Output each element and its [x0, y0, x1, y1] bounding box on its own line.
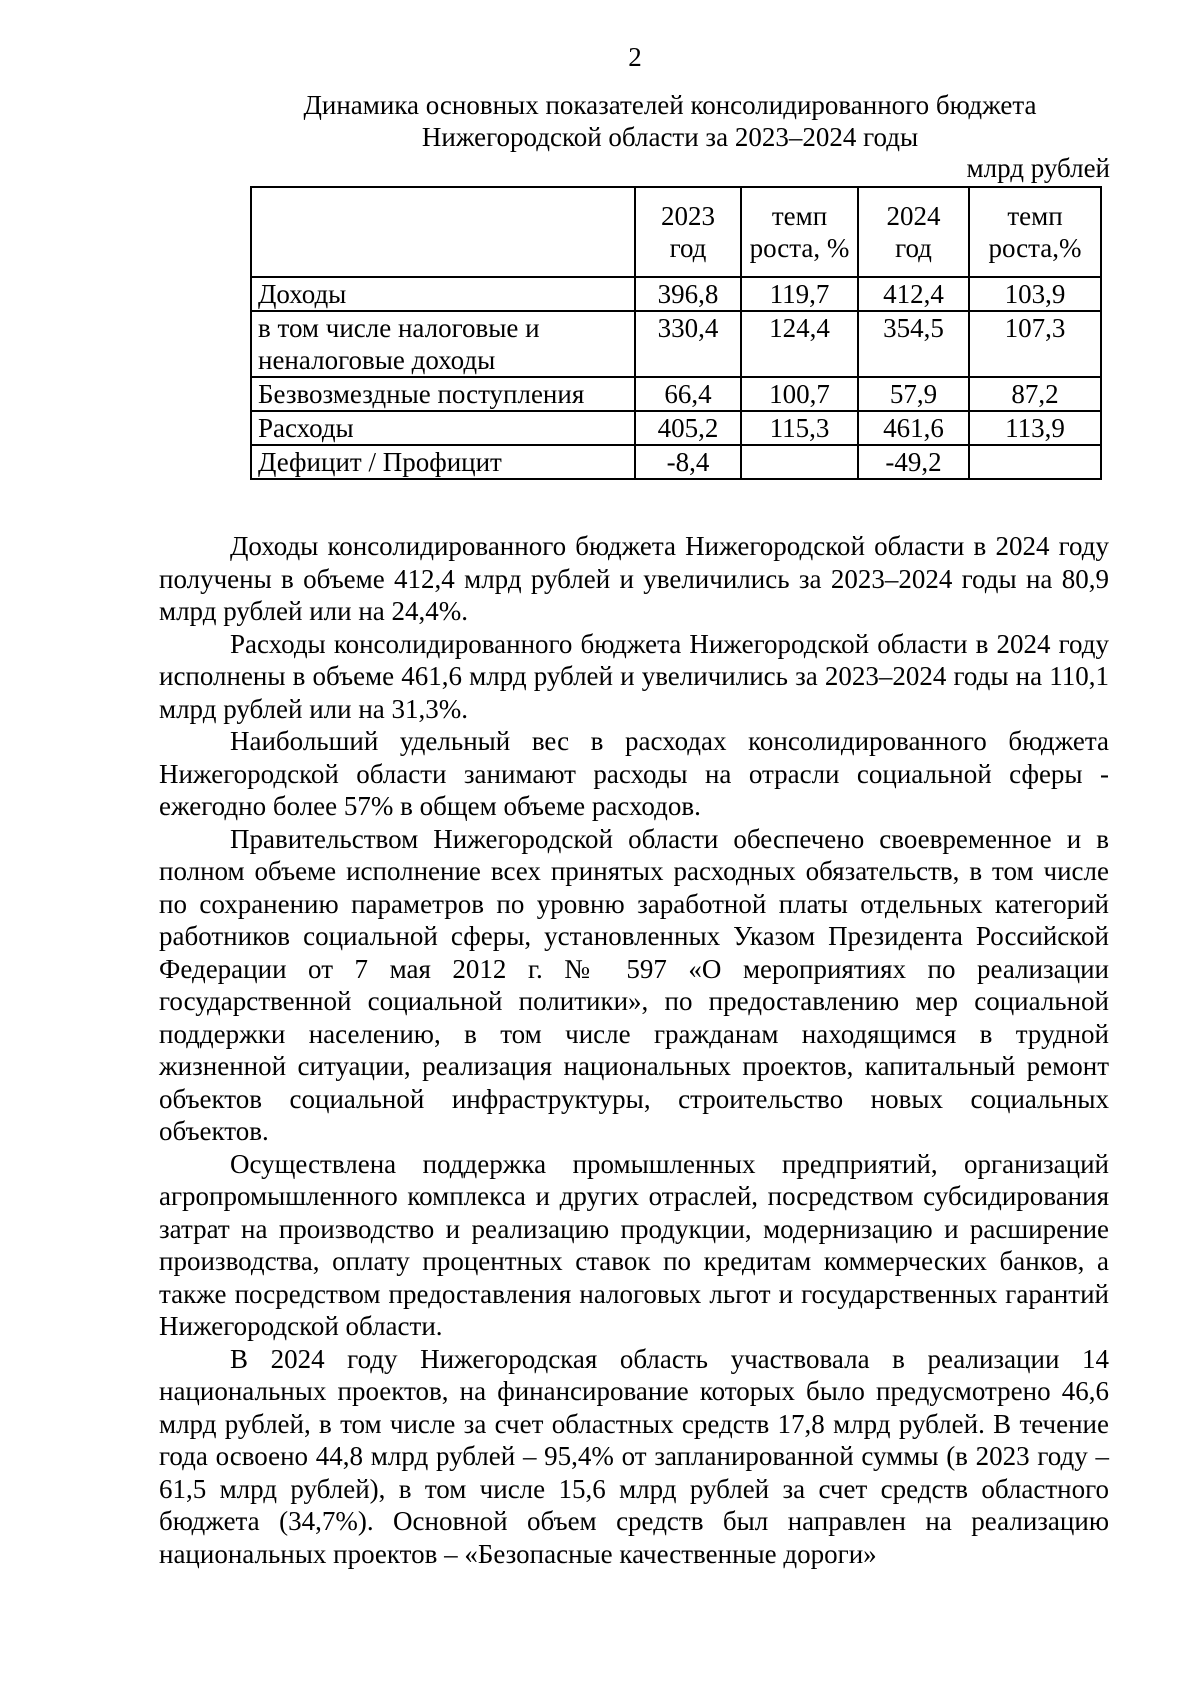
table-row [251, 377, 1101, 411]
paragraph-obligations: Правительством Нижегородской области обеспечено своевременное и в полном объеме исполнение всех принятых расходных обязательств, в том числе по сохранению параметров по уровню заработной платы отдельных категорий работников социальной сферы, установленных Указом Президента Российской Федерации от 7 мая 2012 г. № 597 «О мероприятиях по реализации государственной социальной политики», по предоставлению мер социальной поддержки населению, в том числе гражданам находящимся в трудной жизненной ситуации, реализация национальных проектов, капитальный ремонт объектов социальной инфраструктуры, строительство новых социальных объектов. [159, 823, 1109, 1146]
unit-label: млрд рублей [966, 153, 1110, 183]
table-row [251, 411, 1101, 445]
header-cell-growth-2023: темп роста, % [741, 187, 858, 277]
row-label: Доходы [251, 277, 635, 311]
paragraph-industry-support: Осуществлена поддержка промышленных предприятий, организаций агропромышленного комплекса и других отраслей, посредством субсидирования затрат на производство и реализацию продукции, модернизацию и расширение производства, оплату процентных ставок по кредитам коммерческих банков, а также посредством предоставления налоговых льгот и государственных гарантий Нижегородской области. [159, 1148, 1109, 1341]
cell-value: 103,9 [969, 277, 1101, 311]
paragraph-national-projects: В 2024 году Нижегородская область участвовала в реализации 14 национальных проектов, на финансирование которых было предусмотрено 46,6 млрд рублей, в том числе за счет областных средств 17,8 млрд рублей. В течение года освоено 44,8 млрд рублей – 95,4% от запланированной суммы (в 2023 году – 61,5 млрд рублей), в том числе 15,6 млрд рублей за счет средств областного бюджета (34,7%). Основной объем средств был направлен на реализацию национальных проектов – «Безопасные качественные дороги» [159, 1343, 1109, 1569]
cell-value: 66,4 [635, 377, 741, 411]
cell-value: 115,3 [741, 411, 858, 445]
paragraph-expenses: Расходы консолидированного бюджета Нижегородской области в 2024 году исполнены в объеме 461,6 млрд рублей и увеличились за 2023–2024 годы на 110,1 млрд рублей или на 31,3%. [159, 628, 1109, 724]
cell-value: 113,9 [969, 411, 1101, 445]
row-label: Дефицит / Профицит [251, 445, 635, 479]
table-header-row [251, 187, 1101, 277]
header-cell-empty [251, 187, 635, 277]
table-row [251, 311, 1101, 377]
cell-value: 119,7 [741, 277, 858, 311]
cell-value: -8,4 [635, 445, 741, 479]
cell-value: 57,9 [858, 377, 969, 411]
cell-value: 87,2 [969, 377, 1101, 411]
cell-value: 330,4 [635, 311, 741, 377]
table-title-line-2: Нижегородской области за 2023–2024 годы [421, 122, 919, 152]
budget-table [250, 186, 1102, 480]
table-row [251, 277, 1101, 311]
header-cell-2023: 2023 год [635, 187, 741, 277]
cell-value: 461,6 [858, 411, 969, 445]
cell-value: 405,2 [635, 411, 741, 445]
row-label: Безвозмездные поступления [251, 377, 635, 411]
cell-value: 124,4 [741, 311, 858, 377]
page-number: 2 [628, 42, 642, 72]
paragraph-social-share: Наибольший удельный вес в расходах консолидированного бюджета Нижегородской области занимают расходы на отрасли социальной сферы - ежегодно более 57% в общем объеме расходов. [159, 726, 1109, 821]
table-title [250, 89, 1090, 153]
header-cell-growth-2024: темп роста,% [969, 187, 1101, 277]
cell-value [969, 445, 1101, 479]
row-label: Расходы [251, 411, 635, 445]
cell-value: 354,5 [858, 311, 969, 377]
cell-value: 412,4 [858, 277, 969, 311]
row-label: в том числе налоговые и неналоговые доходы [251, 311, 635, 377]
table-title-line-1: Динамика основных показателей консолидированного бюджета [303, 90, 1037, 120]
cell-value [741, 445, 858, 479]
paragraph-revenue: Доходы консолидированного бюджета Нижегородской области в 2024 году получены в объеме 412,4 млрд рублей и увеличились за 2023–2024 годы на 80,9 млрд рублей или на 24,4%. [159, 531, 1109, 626]
cell-value: -49,2 [858, 445, 969, 479]
cell-value: 396,8 [635, 277, 741, 311]
table-row [251, 445, 1101, 479]
header-cell-2024: 2024 год [858, 187, 969, 277]
body-text [159, 530, 1109, 1570]
cell-value: 100,7 [741, 377, 858, 411]
cell-value: 107,3 [969, 311, 1101, 377]
